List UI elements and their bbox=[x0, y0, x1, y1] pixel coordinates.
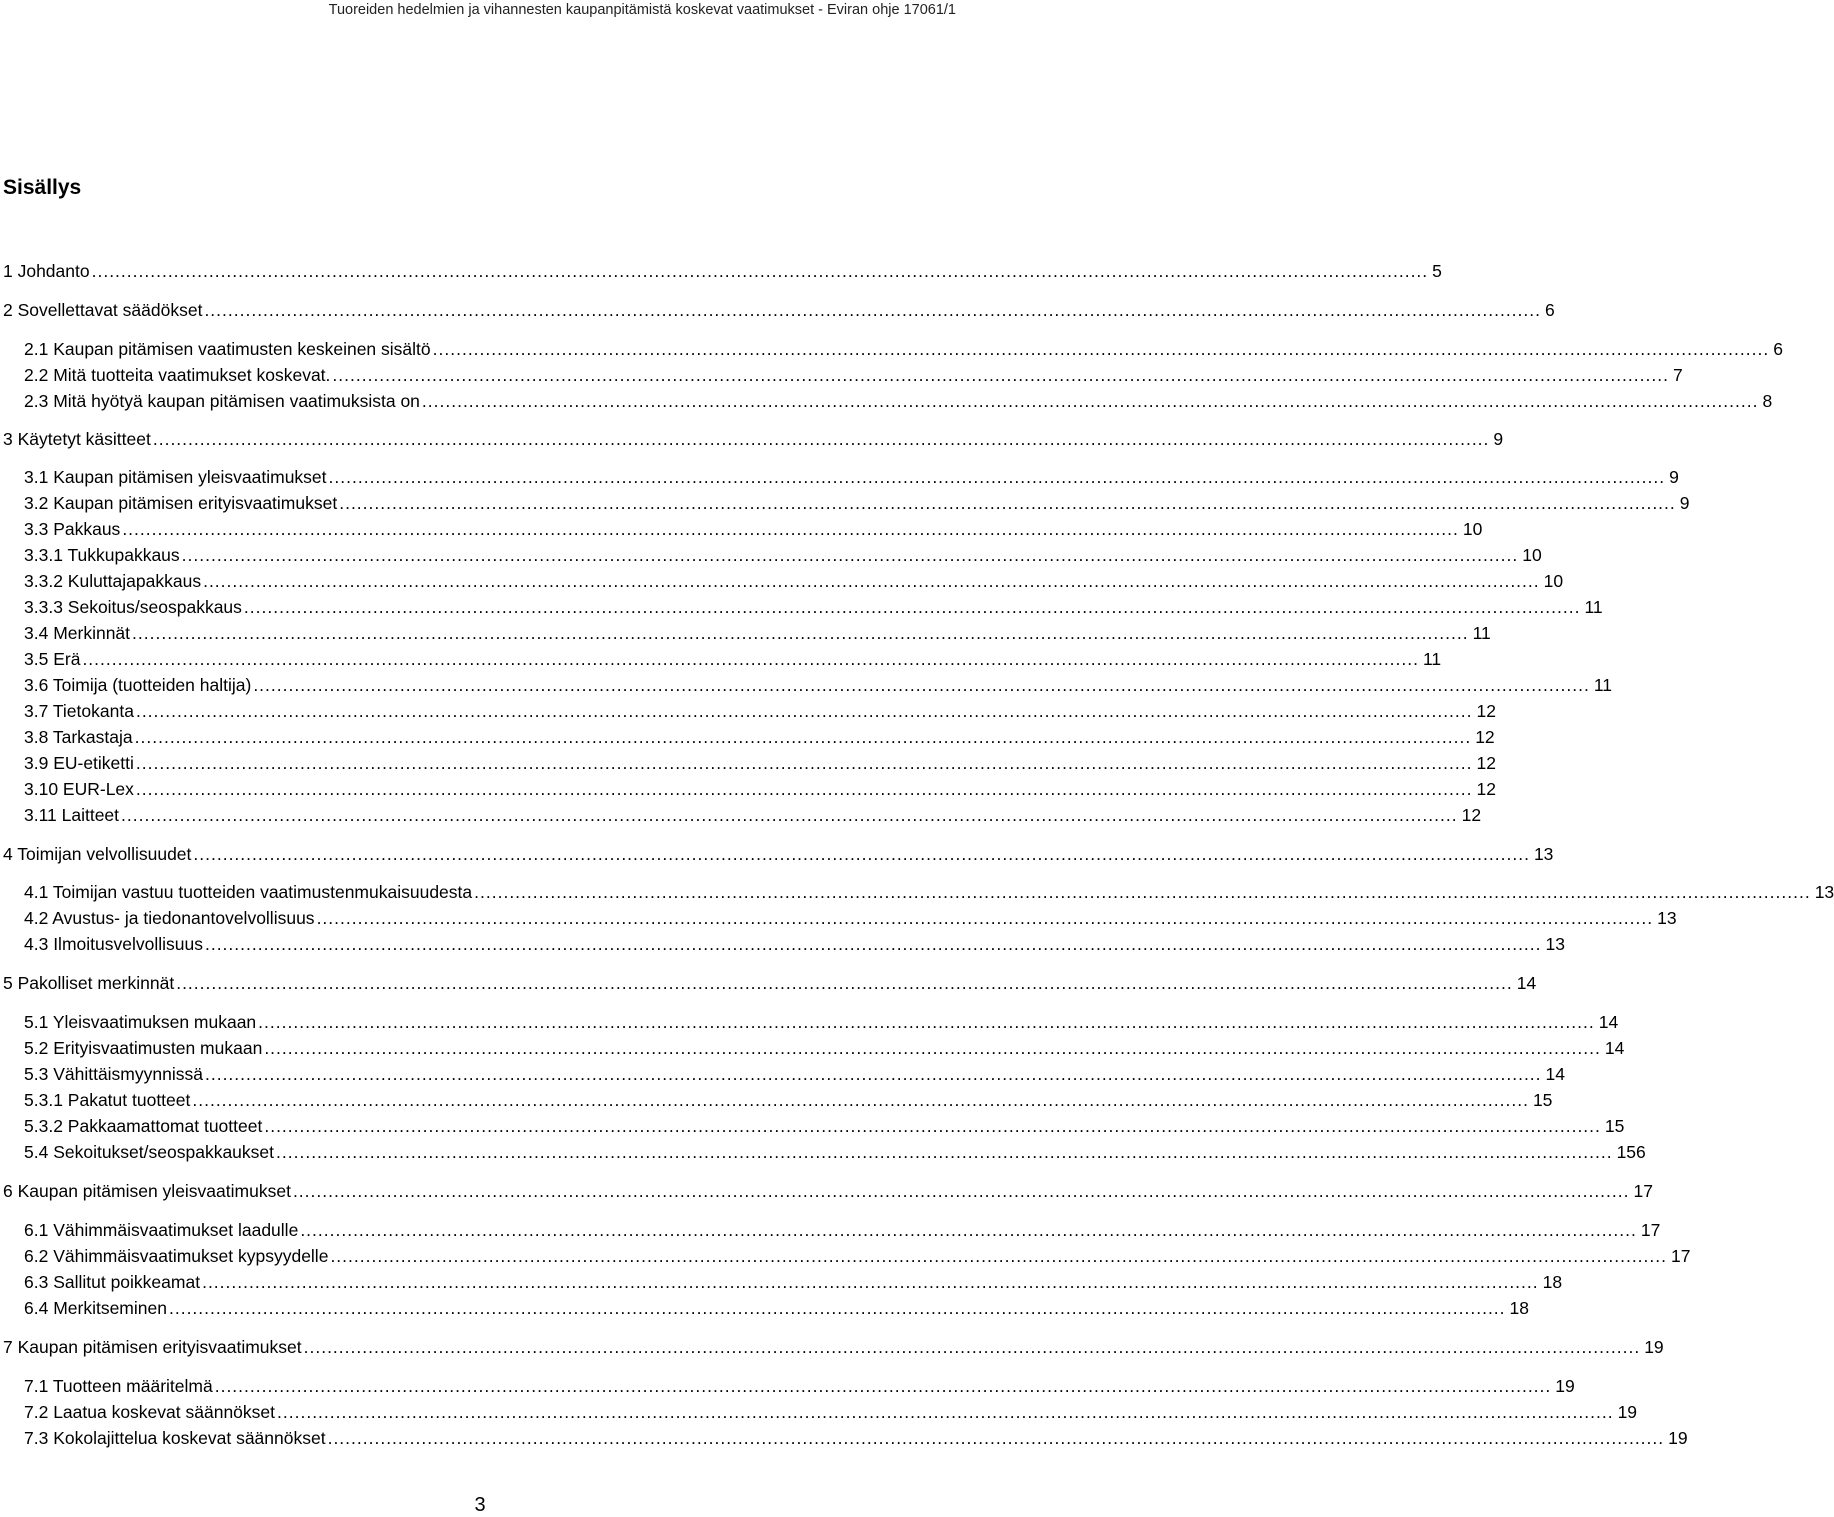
leader-dots: .................................................................................................................................................................................................................................... bbox=[121, 805, 1458, 825]
toc-entry-page: 18 bbox=[1542, 1272, 1563, 1292]
leader-dots: .................................................................................................................................................................................................................................... bbox=[122, 519, 1459, 539]
leader-dots: .................................................................................................................................................................................................................................... bbox=[258, 1012, 1595, 1032]
toc-entry-page: 19 bbox=[1617, 1402, 1638, 1422]
toc-entry-title: 7.3 Kokolajittelua koskevat säännökset bbox=[24, 1428, 326, 1448]
toc-entry-title: 3 Käytetyt käsitteet bbox=[3, 429, 151, 449]
toc-entry-page: 19 bbox=[1555, 1376, 1575, 1396]
toc-entry-title: 3.5 Erä bbox=[24, 649, 81, 669]
leader-dots: .................................................................................................................................................................................................................................... bbox=[330, 1246, 1667, 1266]
toc-entry-page: 11 bbox=[1472, 623, 1491, 643]
toc-entry-page: 12 bbox=[1476, 753, 1496, 773]
leader-dots: .................................................................................................................................................................................................................................... bbox=[253, 675, 1590, 695]
toc-entry-title: 6.1 Vähimmäisvaatimukset laadulle bbox=[24, 1220, 299, 1240]
toc-entry[interactable] bbox=[24, 492, 1690, 514]
leader-dots: .................................................................................................................................................................................................................................... bbox=[328, 467, 1666, 487]
leader-dots: .................................................................................................................................................................................................................................... bbox=[135, 701, 1473, 721]
toc-entry[interactable] bbox=[24, 1375, 1575, 1397]
toc-entry-title: 6 Kaupan pitämisen yleisvaatimukset bbox=[3, 1181, 291, 1201]
toc-entry[interactable] bbox=[3, 428, 1504, 450]
leader-dots: .................................................................................................................................................................................................................................... bbox=[82, 649, 1419, 669]
toc-entry-title: 5.2 Erityisvaatimusten mukaan bbox=[24, 1038, 263, 1058]
leader-dots: .................................................................................................................................................................................................................................... bbox=[303, 1337, 1641, 1357]
toc-entry-title: 3.3 Pakkaus bbox=[24, 519, 121, 539]
toc-entry-title: 7 Kaupan pitämisen erityisvaatimukset bbox=[3, 1337, 302, 1357]
toc-entry[interactable] bbox=[24, 933, 1565, 955]
toc-entry[interactable] bbox=[24, 648, 1442, 670]
toc-entry-page: 9 bbox=[1679, 493, 1690, 513]
toc-entry-page: 14 bbox=[1604, 1038, 1625, 1058]
toc-entry[interactable] bbox=[24, 1401, 1638, 1423]
leader-dots: .................................................................................................................................................................................................................................... bbox=[134, 727, 1472, 747]
toc-entry[interactable] bbox=[24, 881, 1834, 903]
toc-entry[interactable] bbox=[24, 570, 1564, 592]
toc-entry[interactable] bbox=[24, 338, 1783, 360]
toc-entry[interactable] bbox=[24, 544, 1542, 566]
toc-entry-page: 13 bbox=[1533, 844, 1554, 864]
leader-dots: .................................................................................................................................................................................................................................... bbox=[132, 623, 1469, 643]
toc-entry-title: 3.6 Toimija (tuotteiden haltija) bbox=[24, 675, 252, 695]
toc-entry[interactable] bbox=[3, 299, 1555, 321]
toc-entry-title: 4.3 Ilmoitusvelvollisuus bbox=[24, 934, 203, 954]
leader-dots: .................................................................................................................................................................................................................................... bbox=[204, 934, 1542, 954]
toc-entry-page: 11 bbox=[1584, 597, 1603, 617]
toc-entry-page: 156 bbox=[1616, 1142, 1646, 1162]
toc-entry-title: 3.3.1 Tukkupakkaus bbox=[24, 545, 180, 565]
toc-entry-page: 11 bbox=[1423, 649, 1442, 669]
toc-entry-page: 18 bbox=[1509, 1298, 1530, 1318]
toc-entry[interactable] bbox=[24, 390, 1773, 412]
toc-title: Sisällys bbox=[3, 176, 82, 199]
toc-entry[interactable] bbox=[24, 1011, 1619, 1033]
leader-dots: .................................................................................................................................................................................................................................... bbox=[264, 1038, 1601, 1058]
toc-entry-title: 6.2 Vähimmäisvaatimukset kypsyydelle bbox=[24, 1246, 329, 1266]
leader-dots: .................................................................................................................................................................................................................................... bbox=[181, 545, 1519, 565]
toc-entry-title: 5.3.2 Pakkaamattomat tuotteet bbox=[24, 1116, 263, 1136]
leader-dots: .................................................................................................................................................................................................................................... bbox=[332, 365, 1669, 385]
leader-dots: .................................................................................................................................................................................................................................... bbox=[276, 1142, 1613, 1162]
leader-dots: .................................................................................................................................................................................................................................... bbox=[168, 1298, 1506, 1318]
toc-entry-title: 4.2 Avustus- ja tiedonantovelvollisuus bbox=[24, 908, 315, 928]
toc-entry-title: 3.2 Kaupan pitämisen erityisvaatimukset bbox=[24, 493, 338, 513]
toc-entry-title: 2.1 Kaupan pitämisen vaatimusten keskeinen sisältö bbox=[24, 339, 431, 359]
toc-entry-title: 3.8 Tarkastaja bbox=[24, 727, 133, 747]
toc-entry[interactable] bbox=[24, 778, 1496, 800]
toc-entry-title: 3.10 EUR-Lex bbox=[24, 779, 134, 799]
leader-dots: .................................................................................................................................................................................................................................... bbox=[91, 261, 1429, 281]
toc-entry-page: 13 bbox=[1814, 882, 1834, 902]
toc-entry-page: 12 bbox=[1461, 805, 1482, 825]
toc-entry[interactable] bbox=[24, 1427, 1688, 1449]
toc-entry-page: 17 bbox=[1633, 1181, 1653, 1201]
toc-entry[interactable] bbox=[3, 260, 1442, 282]
toc-entry-page: 14 bbox=[1598, 1012, 1619, 1032]
toc-entry[interactable] bbox=[24, 596, 1603, 618]
toc-entry-title: 1 Johdanto bbox=[3, 261, 90, 281]
toc-entry[interactable] bbox=[24, 1141, 1646, 1163]
toc-entry[interactable] bbox=[24, 1245, 1691, 1267]
leader-dots: .................................................................................................................................................................................................................................... bbox=[327, 1428, 1665, 1448]
toc-entry-title: 3.3.2 Kuluttajapakkaus bbox=[24, 571, 202, 591]
toc-entry-page: 14 bbox=[1516, 973, 1537, 993]
toc-entry-page: 15 bbox=[1532, 1090, 1553, 1110]
toc-entry-title: 7.2 Laatua koskevat säännökset bbox=[24, 1402, 276, 1422]
leader-dots: .................................................................................................................................................................................................................................... bbox=[204, 1064, 1542, 1084]
leader-dots: .................................................................................................................................................................................................................................... bbox=[204, 300, 1541, 320]
toc-entry-title: 4.1 Toimijan vastuu tuotteiden vaatimustenmukaisuudesta bbox=[24, 882, 473, 902]
toc-entry[interactable] bbox=[3, 1180, 1653, 1202]
toc-entry-page: 17 bbox=[1671, 1246, 1691, 1266]
running-header: Tuoreiden hedelmien ja vihannesten kaupanpitämistä koskevat vaatimukset - Eviran ohje 17061/1 bbox=[328, 2, 956, 18]
toc-entry-page: 12 bbox=[1475, 727, 1495, 747]
leader-dots: .................................................................................................................................................................................................................................... bbox=[339, 493, 1676, 513]
toc-entry-page: 17 bbox=[1640, 1220, 1661, 1240]
toc-entry-page: 6 bbox=[1773, 339, 1783, 359]
leader-dots: .................................................................................................................................................................................................................................... bbox=[202, 1272, 1539, 1292]
leader-dots: .................................................................................................................................................................................................................................... bbox=[316, 908, 1654, 928]
leader-dots: .................................................................................................................................................................................................................................... bbox=[152, 429, 1490, 449]
leader-dots: .................................................................................................................................................................................................................................... bbox=[432, 339, 1770, 359]
toc-entry-page: 10 bbox=[1462, 519, 1483, 539]
toc-entry[interactable] bbox=[24, 518, 1483, 540]
toc-entry-page: 15 bbox=[1604, 1116, 1625, 1136]
toc-entry[interactable] bbox=[24, 1037, 1625, 1059]
toc-entry[interactable] bbox=[24, 1219, 1661, 1241]
toc-entry[interactable] bbox=[3, 1336, 1664, 1358]
toc-entry-title: 2.2 Mitä tuotteita vaatimukset koskevat. bbox=[24, 365, 331, 385]
toc-entry[interactable] bbox=[24, 466, 1679, 488]
toc-entry-title: 5.4 Sekoitukset/seospakkaukset bbox=[24, 1142, 275, 1162]
toc-entry-title: 3.9 EU-etiketti bbox=[24, 753, 134, 773]
toc-entry[interactable] bbox=[3, 972, 1537, 994]
leader-dots: .................................................................................................................................................................................................................................... bbox=[277, 1402, 1614, 1422]
leader-dots: .................................................................................................................................................................................................................................... bbox=[292, 1181, 1630, 1201]
toc-entry-page: 11 bbox=[1593, 675, 1613, 695]
toc-entry-page: 5 bbox=[1432, 261, 1442, 281]
leader-dots: .................................................................................................................................................................................................................................... bbox=[300, 1220, 1637, 1240]
toc-entry[interactable] bbox=[24, 700, 1496, 722]
leader-dots: .................................................................................................................................................................................................................................... bbox=[203, 571, 1540, 591]
toc-entry[interactable] bbox=[24, 1297, 1530, 1319]
toc-entry[interactable] bbox=[24, 1115, 1625, 1137]
page-number: 3 bbox=[474, 1494, 486, 1516]
toc-entry-title: 3.4 Merkinnät bbox=[24, 623, 131, 643]
toc-entry-title: 3.3.3 Sekoitus/seospakkaus bbox=[24, 597, 242, 617]
toc-entry-page: 19 bbox=[1644, 1337, 1664, 1357]
toc-entry-page: 19 bbox=[1668, 1428, 1688, 1448]
leader-dots: .................................................................................................................................................................................................................................... bbox=[135, 753, 1473, 773]
toc-entry[interactable] bbox=[24, 1271, 1563, 1293]
toc-entry-title: 3.11 Laitteet bbox=[24, 805, 120, 825]
toc-entry[interactable] bbox=[24, 726, 1495, 748]
toc-entry-title: 2 Sovellettavat säädökset bbox=[3, 300, 203, 320]
leader-dots: .................................................................................................................................................................................................................................... bbox=[421, 391, 1759, 411]
toc-entry-page: 6 bbox=[1545, 300, 1555, 320]
toc-entry-title: 6.4 Merkitseminen bbox=[24, 1298, 167, 1318]
toc-entry-page: 14 bbox=[1545, 1064, 1566, 1084]
toc-entry-page: 10 bbox=[1543, 571, 1564, 591]
toc-entry-page: 10 bbox=[1522, 545, 1542, 565]
toc-entry-page: 13 bbox=[1657, 908, 1677, 928]
leader-dots: .................................................................................................................................................................................................................................... bbox=[176, 973, 1513, 993]
toc-entry[interactable] bbox=[24, 752, 1496, 774]
toc-entry-page: 7 bbox=[1672, 365, 1683, 385]
toc-entry[interactable] bbox=[24, 1089, 1553, 1111]
toc-entry-page: 9 bbox=[1669, 467, 1679, 487]
toc-entry[interactable] bbox=[24, 1063, 1566, 1085]
toc-entry[interactable] bbox=[24, 907, 1677, 929]
leader-dots: .................................................................................................................................................................................................................................... bbox=[135, 779, 1473, 799]
toc-entry-title: 3.7 Tietokanta bbox=[24, 701, 134, 721]
toc-entry-title: 6.3 Sallitut poikkeamat bbox=[24, 1272, 201, 1292]
leader-dots: .................................................................................................................................................................................................................................... bbox=[474, 882, 1811, 902]
leader-dots: .................................................................................................................................................................................................................................... bbox=[243, 597, 1581, 617]
toc-entry-page: 8 bbox=[1762, 391, 1773, 411]
toc-entry-page: 12 bbox=[1476, 701, 1496, 721]
toc-entry-title: 7.1 Tuotteen määritelmä bbox=[24, 1376, 213, 1396]
toc-entry[interactable] bbox=[24, 622, 1491, 644]
toc-entry-title: 5.1 Yleisvaatimuksen mukaan bbox=[24, 1012, 257, 1032]
toc-entry-page: 9 bbox=[1493, 429, 1504, 449]
toc-entry-title: 3.1 Kaupan pitämisen yleisvaatimukset bbox=[24, 467, 327, 487]
toc-entry[interactable] bbox=[24, 804, 1482, 826]
toc-entry[interactable] bbox=[24, 364, 1683, 386]
toc-entry-title: 5.3.1 Pakatut tuotteet bbox=[24, 1090, 191, 1110]
toc-entry[interactable] bbox=[24, 674, 1613, 696]
leader-dots: .................................................................................................................................................................................................................................... bbox=[192, 1090, 1529, 1110]
toc-entry[interactable] bbox=[3, 843, 1554, 865]
toc-entry-title: 4 Toimijan velvollisuudet bbox=[3, 844, 192, 864]
leader-dots: .................................................................................................................................................................................................................................... bbox=[264, 1116, 1601, 1136]
leader-dots: .................................................................................................................................................................................................................................... bbox=[214, 1376, 1552, 1396]
toc-entry-page: 12 bbox=[1476, 779, 1496, 799]
toc-entry-title: 2.3 Mitä hyötyä kaupan pitämisen vaatimuksista on bbox=[24, 391, 420, 411]
toc-entry-title: 5.3 Vähittäismyynnissä bbox=[24, 1064, 203, 1084]
leader-dots: .................................................................................................................................................................................................................................... bbox=[193, 844, 1530, 864]
toc-entry-page: 13 bbox=[1545, 934, 1565, 954]
toc-entry-title: 5 Pakolliset merkinnät bbox=[3, 973, 175, 993]
